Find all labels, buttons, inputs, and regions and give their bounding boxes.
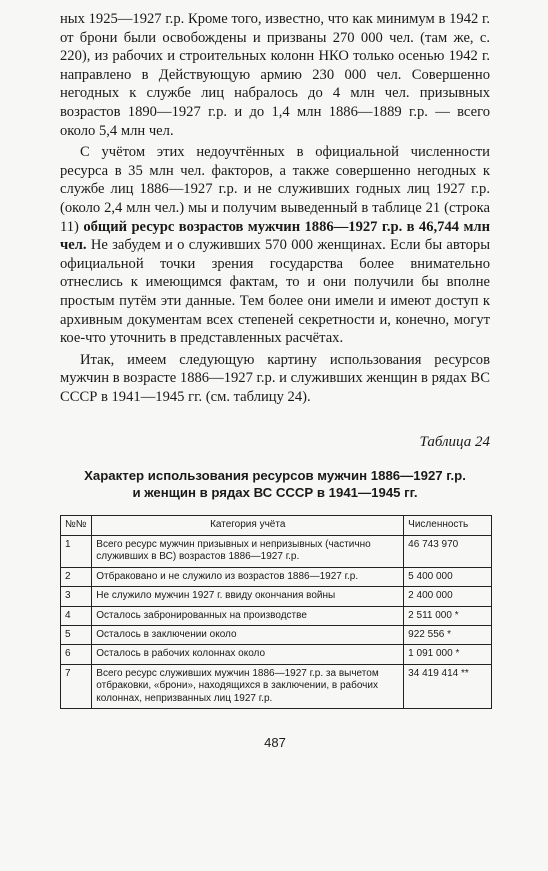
page-number: 487: [264, 734, 286, 750]
row-category: Отбраковано и не служило из возрастов 1886—1927 г.р.: [92, 567, 404, 586]
row-count: 2 400 000: [404, 587, 492, 606]
paragraph-1: [60, 10, 490, 140]
row-number: 7: [61, 664, 92, 708]
paragraph-2: [60, 143, 490, 348]
row-count: 2 511 000 *: [404, 606, 492, 625]
table-row: [61, 645, 492, 664]
row-count: 5 400 000: [404, 567, 492, 586]
row-count: 1 091 000 *: [404, 645, 492, 664]
row-number: 4: [61, 606, 92, 625]
table-row: [61, 625, 492, 644]
table-title: [60, 467, 490, 501]
row-count: 922 556 *: [404, 625, 492, 644]
row-count: 46 743 970: [404, 535, 492, 567]
paragraph-1-text: ных 1925—1927 г.р. Кроме того, известно, что как минимум в 1942 г. от брони были освобождены и призваны 270 000 чел. (там же, с. 220), из рабочих и строительных колонн НКО только осенью 1942 г. направлено в Действующую армию 230 000 чел. Совершенно негодных к службе лиц набралось до 4 млн чел. призывных возрастов 1890—1927 г.р. и до 1,4 млн 1886—1889 г.р. — всего около 5,4 млн чел.: [60, 11, 490, 139]
table-title-line-2: и женщин в рядах ВС СССР в 1941—1945 гг.: [132, 485, 418, 501]
paragraph-3-text: Итак, имеем следующую картину использования ресурсов мужчин в возрасте 1886—1927 г.р. и служивших женщин в рядах ВС СССР в 1941—1945 гг. (см. таблицу 24).: [60, 351, 490, 405]
data-table: [60, 515, 492, 708]
row-number: 1: [61, 535, 92, 567]
row-category: Не служило мужчин 1927 г. ввиду окончания войны: [92, 587, 404, 606]
table-label: Таблица 24: [419, 434, 490, 451]
table-row: [61, 664, 492, 708]
header-category: Категория учёта: [92, 516, 404, 535]
table-row: [61, 567, 492, 586]
paragraph-2-text-end: Не забудем и о служивших 570 000 женщинах. Если бы авторы официальной точки зрения государства более внимательно отнеслись к имеющимся фактам, то и они получили бы вполне простым путём эти данные. Тем более они имели и имеют доступ к архивным документам всех степеней секретности и, конечно, могут кое-что уточнить в представленных расчётах.: [60, 237, 490, 347]
row-category: Всего ресурс мужчин призывных и непризывных (частично служивших в ВС) возрастов 1886—1927 г.р.: [92, 535, 404, 567]
row-number: 6: [61, 645, 92, 664]
paragraph-2-bold-text: общий ресурс возрастов мужчин 1886—1927 г.р. в 46,744 млн чел.: [60, 218, 490, 254]
table-title-line-1: Характер использования ресурсов мужчин 1886—1927 г.р.: [84, 468, 466, 484]
row-number: 3: [61, 587, 92, 606]
row-count: 34 419 414 **: [404, 664, 492, 708]
paragraph-2-text-start: С учётом этих недоучтённых в официальной численности ресурса в 35 млн чел. факторов, а также совершенно негодных к службе лиц 1886—1927 г.р. и не служивших годных лиц 1927 г.р. (около 2,4 млн чел.) мы и получим выведенный в таблице 21 (строка 11): [60, 144, 490, 235]
book-page: [60, 10, 490, 750]
header-number: №№: [61, 516, 92, 535]
table-row: [61, 535, 492, 567]
paragraph-3: [60, 351, 490, 407]
row-category: Всего ресурс служивших мужчин 1886—1927 г.р. за вычетом отбраковки, «брони», находящихся в заключении, в рабочих колоннах, непризванных лиц 1927 г.р.: [92, 664, 404, 708]
row-number: 5: [61, 625, 92, 644]
table-row: [61, 587, 492, 606]
row-category: Осталось в заключении около: [92, 625, 404, 644]
table-header-row: [61, 516, 492, 535]
row-category: Осталось забронированных на производстве: [92, 606, 404, 625]
header-count: Численность: [404, 516, 492, 535]
row-category: Осталось в рабочих колоннах около: [92, 645, 404, 664]
row-number: 2: [61, 567, 92, 586]
table-row: [61, 606, 492, 625]
